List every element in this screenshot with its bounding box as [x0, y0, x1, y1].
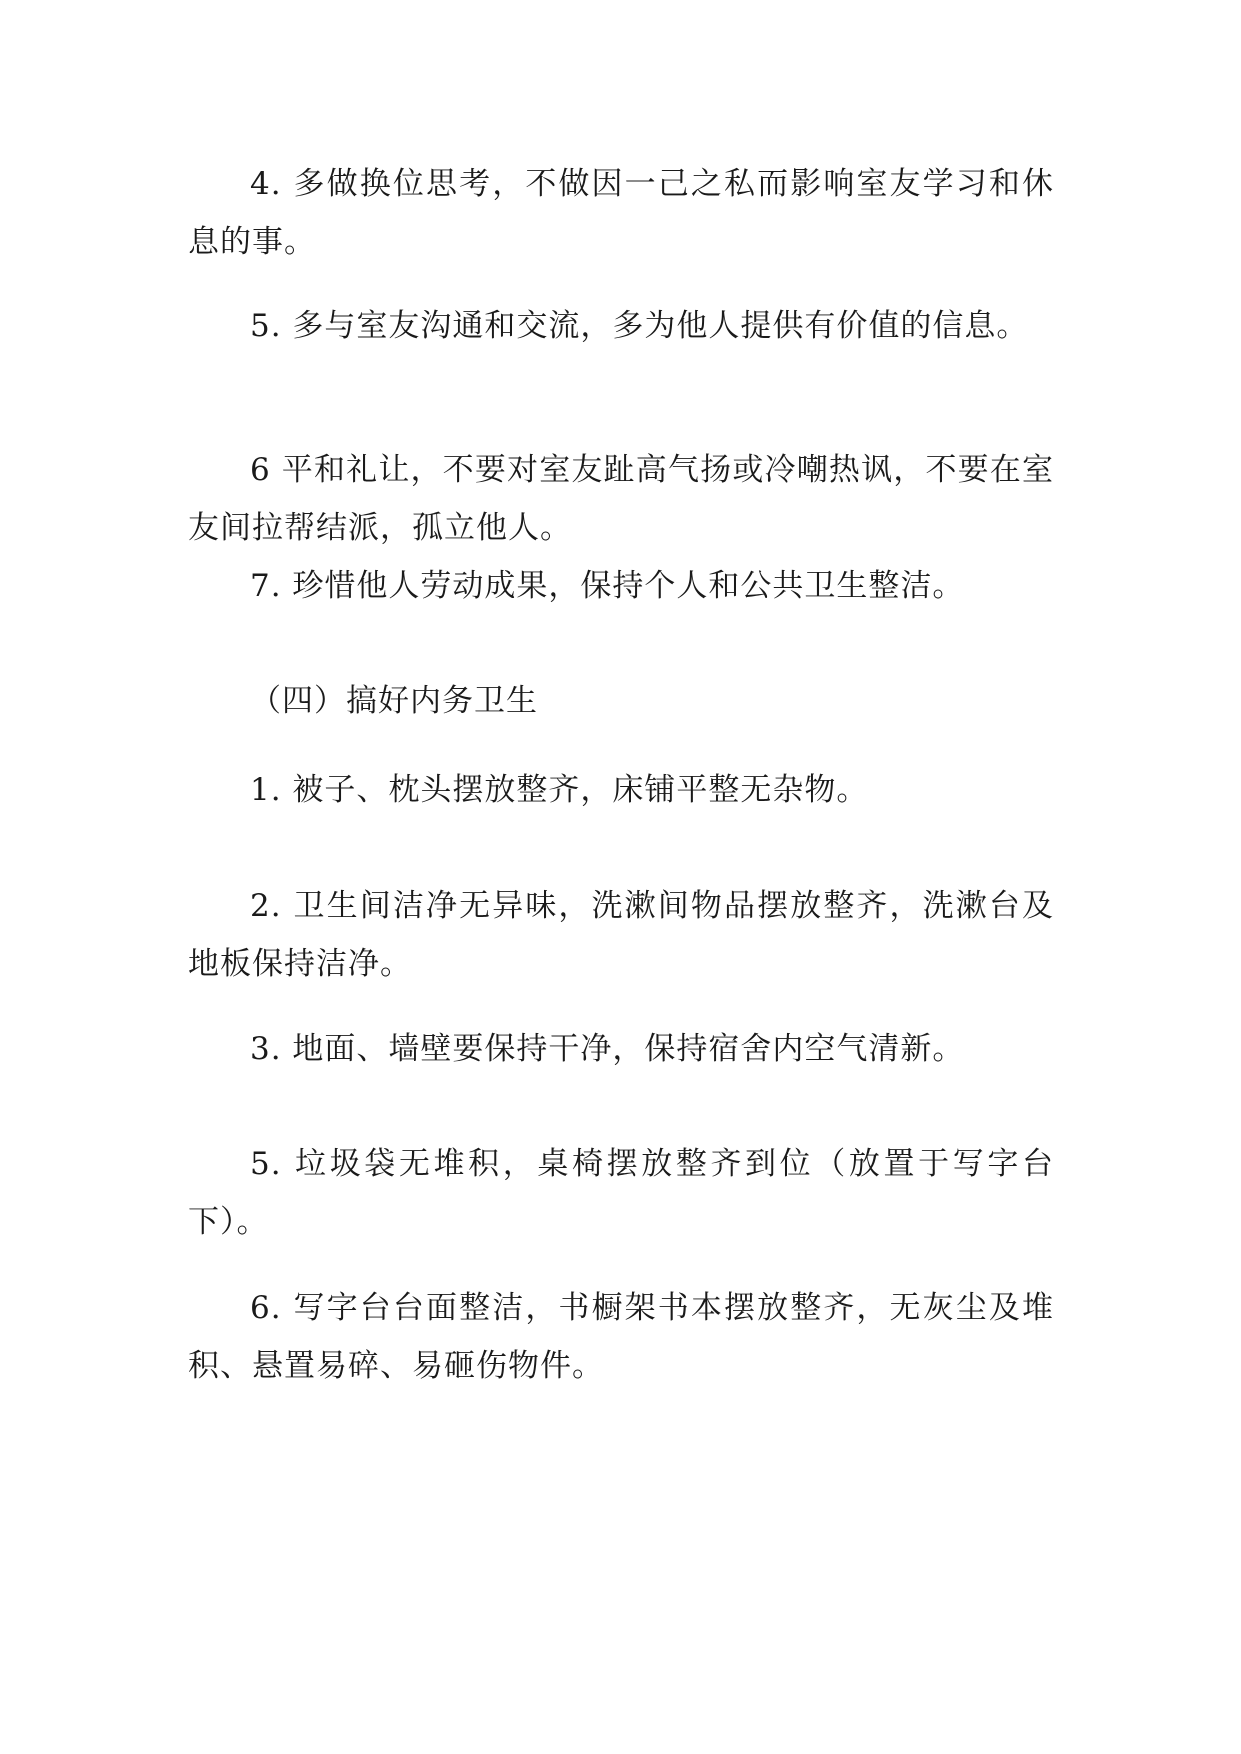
hygiene-item-2: 2. 卫生间洁净无异味，洗漱间物品摆放整齐，洗漱台及地板保持洁净。: [188, 888, 1054, 982]
hygiene-item-5: 5. 垃圾袋无堆积，桌椅摆放整齐到位（放置于写字台下）。: [188, 1146, 1054, 1240]
paragraph-item-5: 5. 多与室友沟通和交流，多为他人提供有价值的信息。: [250, 308, 1029, 344]
hygiene-item-6: 6. 写字台台面整洁，书橱架书本摆放整齐，无灰尘及堆积、悬置易碎、易砸伤物件。: [188, 1290, 1054, 1384]
hygiene-item-1: 1. 被子、枕头摆放整齐，床铺平整无杂物。: [250, 772, 869, 808]
paragraph-item-7: 7. 珍惜他人劳动成果，保持个人和公共卫生整洁。: [250, 568, 965, 604]
hygiene-item-3: 3. 地面、墙壁要保持干净，保持宿舍内空气清新。: [250, 1031, 965, 1067]
paragraph-item-4: 4. 多做换位思考，不做因一己之私而影响室友学习和休息的事。: [188, 166, 1054, 260]
paragraph-item-6: 6 平和礼让，不要对室友趾高气扬或冷嘲热讽，不要在室友间拉帮结派，孤立他人。: [188, 452, 1054, 546]
section-heading: （四）搞好内务卫生: [250, 683, 538, 719]
